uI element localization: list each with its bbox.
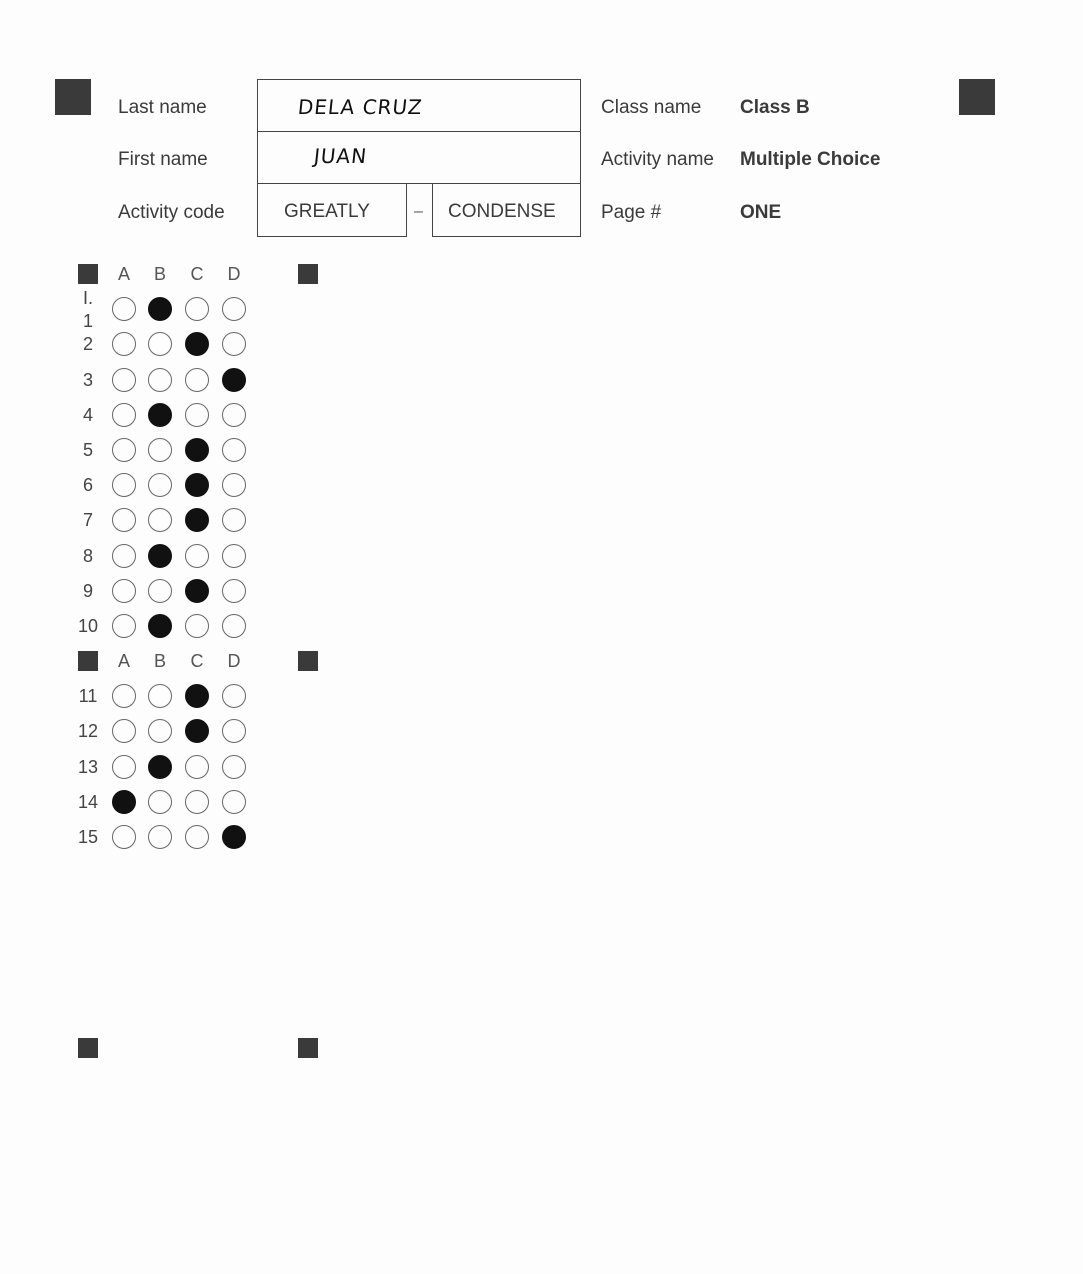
answer-bubble-q11-c[interactable] (185, 684, 209, 708)
answer-bubble-q5-b[interactable] (148, 438, 172, 462)
question-number: 4 (82, 404, 93, 425)
column-header-a: A (117, 264, 130, 284)
last-name-label: Last name (118, 97, 207, 118)
question-number: 11 (78, 686, 98, 707)
answer-bubble-q10-a[interactable] (112, 614, 136, 638)
answer-bubble-q4-b[interactable] (148, 403, 172, 427)
answer-bubble-q9-c[interactable] (185, 579, 209, 603)
answer-bubble-q4-c[interactable] (185, 403, 209, 427)
activity-name-value: Multiple Choice (740, 149, 881, 170)
grid-marker-right (298, 264, 318, 284)
answer-bubble-q10-c[interactable] (185, 614, 209, 638)
activity-name-label: Activity name (601, 149, 714, 170)
answer-bubble-q7-c[interactable] (185, 508, 209, 532)
answer-bubble-q11-b[interactable] (148, 684, 172, 708)
answer-bubble-q3-d[interactable] (222, 368, 246, 392)
first-name-box[interactable] (257, 131, 581, 184)
question-number: 14 (77, 791, 99, 812)
column-header-d: D (227, 264, 241, 284)
answer-bubble-q9-b[interactable] (148, 579, 172, 603)
column-header-c: C (190, 264, 204, 284)
question-number: 7 (82, 510, 93, 531)
question-number: 15 (77, 827, 99, 847)
answer-bubble-q15-a[interactable] (112, 825, 136, 849)
answer-bubble-q12-a[interactable] (112, 719, 136, 743)
registration-marker-bottom-right (298, 1038, 318, 1058)
first-name-value: JUAN (312, 144, 369, 168)
grid-marker-right (298, 651, 318, 671)
answer-bubble-q7-b[interactable] (148, 508, 172, 532)
answer-bubble-q12-c[interactable] (185, 719, 209, 743)
answer-bubble-q13-d[interactable] (222, 755, 246, 779)
question-number: 13 (77, 756, 99, 777)
page-number-value: ONE (740, 202, 782, 223)
answer-bubble-q8-d[interactable] (222, 544, 246, 568)
answer-bubble-q8-b[interactable] (148, 544, 172, 568)
registration-marker-bottom-left (78, 1038, 98, 1058)
question-number: 3 (82, 369, 93, 390)
answer-bubble-q11-d[interactable] (222, 684, 246, 708)
answer-bubble-q15-c[interactable] (185, 825, 209, 849)
registration-marker-top-right (959, 79, 995, 115)
answer-bubble-q9-a[interactable] (112, 579, 136, 603)
answer-bubble-q3-b[interactable] (148, 368, 172, 392)
answer-bubble-q1-d[interactable] (222, 297, 246, 321)
answer-bubble-q13-a[interactable] (112, 755, 136, 779)
answer-bubble-q2-d[interactable] (222, 332, 246, 356)
first-name-label: First name (118, 149, 208, 170)
answer-bubble-q14-a[interactable] (112, 790, 136, 814)
grid-marker-left (78, 651, 98, 671)
answer-bubble-q13-b[interactable] (148, 755, 172, 779)
last-name-value: DELA CRUZ (296, 95, 424, 119)
column-header-b: B (153, 651, 166, 671)
answer-bubble-q3-c[interactable] (185, 368, 209, 392)
activity-code-part2: CONDENSE (448, 201, 556, 222)
answer-bubble-q14-c[interactable] (185, 790, 209, 814)
class-name-label: Class name (601, 97, 702, 118)
answer-bubble-q3-a[interactable] (112, 368, 136, 392)
grid-marker-left (78, 264, 98, 284)
answer-bubble-q15-d[interactable] (222, 825, 246, 849)
answer-bubble-q2-c[interactable] (185, 332, 209, 356)
answer-bubble-q12-b[interactable] (148, 719, 172, 743)
question-number: 12 (77, 721, 99, 742)
activity-code-label: Activity code (118, 202, 225, 223)
answer-bubble-q6-b[interactable] (148, 473, 172, 497)
question-number: 10 (77, 616, 99, 636)
answer-bubble-q2-b[interactable] (148, 332, 172, 356)
column-header-d: D (227, 651, 241, 671)
answer-bubble-q7-d[interactable] (222, 508, 246, 532)
answer-bubble-q1-b[interactable] (148, 297, 172, 321)
answer-bubble-q15-b[interactable] (148, 825, 172, 849)
answer-bubble-q12-d[interactable] (222, 719, 246, 743)
page-number-label: Page # (601, 202, 662, 223)
question-number: 2 (82, 334, 93, 355)
question-number: 9 (82, 580, 93, 601)
question-number: 5 (82, 440, 93, 460)
answer-bubble-q14-d[interactable] (222, 790, 246, 814)
question-number: 6 (82, 475, 93, 496)
activity-code-part1: GREATLY (284, 201, 370, 222)
answer-bubble-q14-b[interactable] (148, 790, 172, 814)
answer-bubble-q5-c[interactable] (185, 438, 209, 462)
answer-bubble-q1-c[interactable] (185, 297, 209, 321)
answer-bubble-q8-c[interactable] (185, 544, 209, 568)
answer-bubble-q9-d[interactable] (222, 579, 246, 603)
answer-bubble-q1-a[interactable] (112, 297, 136, 321)
answer-bubble-q6-d[interactable] (222, 473, 246, 497)
answer-bubble-q5-a[interactable] (112, 438, 136, 462)
answer-bubble-q5-d[interactable] (222, 438, 246, 462)
answer-bubble-q2-a[interactable] (112, 332, 136, 356)
answer-bubble-q7-a[interactable] (112, 508, 136, 532)
answer-bubble-q6-c[interactable] (185, 473, 209, 497)
answer-bubble-q4-a[interactable] (112, 403, 136, 427)
activity-code-separator: – (414, 203, 423, 220)
question-number: 1 (82, 311, 93, 332)
answer-bubble-q11-a[interactable] (112, 684, 136, 708)
column-header-a: A (117, 651, 130, 671)
answer-bubble-q8-a[interactable] (112, 544, 136, 568)
column-header-b: B (153, 264, 166, 284)
question-prefix: I. (82, 288, 93, 309)
answer-bubble-q10-b[interactable] (148, 614, 172, 638)
answer-bubble-q13-c[interactable] (185, 755, 209, 779)
column-header-c: C (190, 651, 204, 671)
answer-bubble-q6-a[interactable] (112, 473, 136, 497)
question-number: 8 (82, 545, 93, 566)
class-name-value: Class B (740, 97, 810, 118)
answer-bubble-q4-d[interactable] (222, 403, 246, 427)
registration-marker-top-left (55, 79, 91, 115)
answer-bubble-q10-d[interactable] (222, 614, 246, 638)
